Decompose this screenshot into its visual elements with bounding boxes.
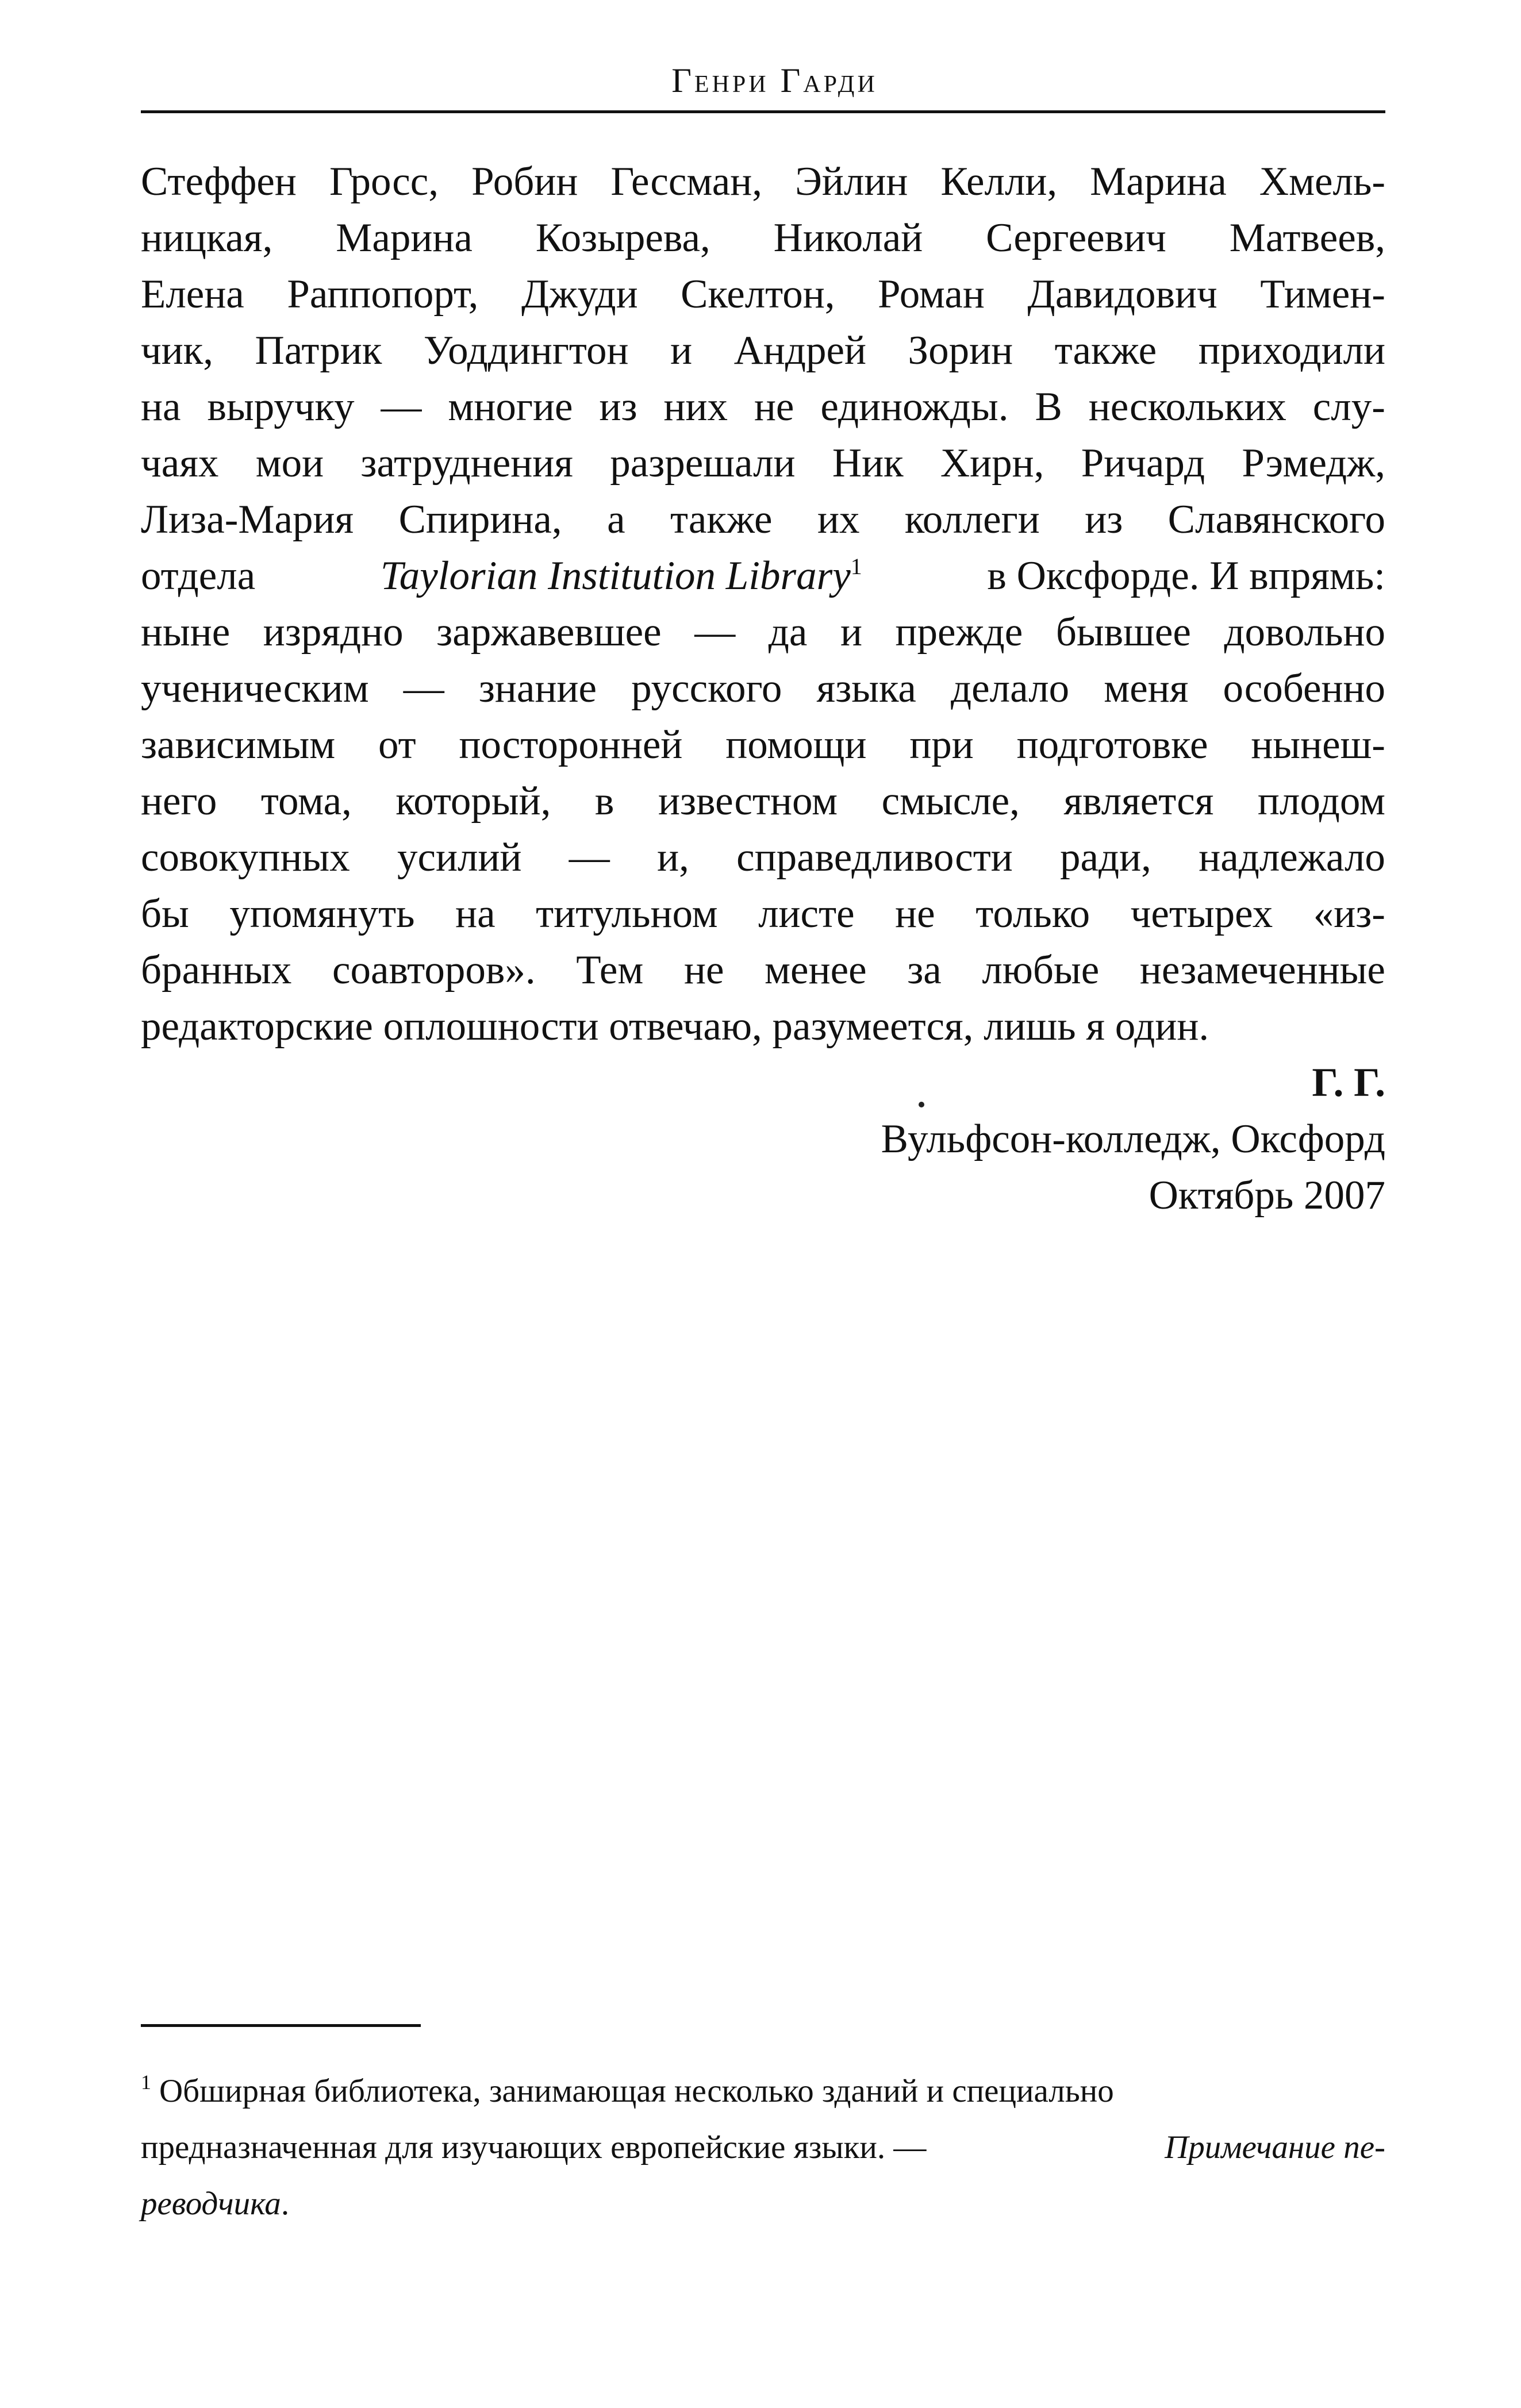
word: слу- bbox=[1312, 384, 1385, 429]
word: Марина bbox=[336, 216, 473, 260]
footnote-text: предназначенная для изучающих европейские языки. — bbox=[141, 2129, 927, 2165]
word: — bbox=[403, 666, 444, 711]
word: бы bbox=[141, 891, 189, 936]
word: затруднения bbox=[360, 441, 573, 486]
word: менее bbox=[765, 948, 867, 993]
word: Джуди bbox=[521, 272, 638, 317]
word: помощи bbox=[725, 722, 867, 767]
word: знание bbox=[478, 666, 597, 711]
word: единожды. bbox=[820, 384, 1009, 429]
word: совокупных bbox=[141, 835, 350, 880]
word: Скелтон, bbox=[681, 272, 835, 317]
word: меня bbox=[1104, 666, 1189, 711]
word: Уоддингтон bbox=[423, 328, 629, 373]
word: Хмель- bbox=[1259, 159, 1385, 204]
word: справедливости bbox=[736, 835, 1013, 880]
signature-block bbox=[141, 1055, 1385, 1224]
word: особенно bbox=[1223, 666, 1385, 711]
footnote-line bbox=[141, 2063, 1385, 2119]
signature-date: Октябрь 2007 bbox=[1149, 1173, 1385, 1218]
word: коллеги bbox=[904, 497, 1040, 542]
text-line bbox=[141, 491, 1385, 548]
word: Гросс, bbox=[329, 159, 439, 204]
word: «из- bbox=[1313, 891, 1385, 936]
footnote-first bbox=[141, 2063, 1114, 2119]
library-name bbox=[381, 548, 862, 604]
word: Эйлин bbox=[795, 159, 908, 204]
word: в bbox=[594, 779, 614, 824]
translator-note-end: реводчика bbox=[141, 2186, 281, 2222]
text-line bbox=[141, 604, 1385, 660]
word: Келли, bbox=[940, 159, 1058, 204]
text-line bbox=[141, 717, 1385, 773]
word: — bbox=[381, 384, 422, 429]
word: и, bbox=[657, 835, 689, 880]
word: языка bbox=[816, 666, 916, 711]
word: не bbox=[895, 891, 935, 936]
word: Хирн, bbox=[940, 441, 1044, 486]
word: соавторов». bbox=[332, 948, 536, 993]
word: делало bbox=[951, 666, 1070, 711]
word: Стеффен bbox=[141, 159, 297, 204]
word: Лиза-Мария bbox=[141, 497, 354, 542]
word: за bbox=[907, 948, 942, 993]
word: и bbox=[840, 610, 862, 655]
word: их bbox=[817, 497, 860, 542]
word: Патрик bbox=[255, 328, 382, 373]
word: зависимым bbox=[141, 722, 336, 767]
text-fragment: отдела bbox=[141, 553, 256, 598]
word: Спирина, bbox=[398, 497, 562, 542]
word: Андрей bbox=[733, 328, 866, 373]
text-line bbox=[141, 153, 1385, 210]
word: Сергеевич bbox=[986, 216, 1166, 260]
word: титульном bbox=[536, 891, 718, 936]
word: довольно bbox=[1224, 610, 1385, 655]
signature-initials: Г. Г. bbox=[1312, 1060, 1385, 1105]
word: не bbox=[754, 384, 794, 429]
word: незамеченные bbox=[1139, 948, 1385, 993]
word: — bbox=[694, 610, 736, 655]
word: Славянского bbox=[1167, 497, 1385, 542]
print-speck bbox=[919, 1102, 924, 1107]
word: бранных bbox=[141, 948, 292, 993]
word: посторонней bbox=[459, 722, 683, 767]
word: и bbox=[670, 328, 693, 373]
word: подготовке bbox=[1016, 722, 1208, 767]
word: — bbox=[569, 835, 610, 880]
text-line bbox=[141, 379, 1385, 435]
word: который, bbox=[395, 779, 551, 824]
word: Зорин bbox=[908, 328, 1013, 373]
footnote-line bbox=[141, 2176, 1385, 2232]
word: Рэмедж, bbox=[1242, 441, 1385, 486]
word: многие bbox=[448, 384, 573, 429]
word: на bbox=[141, 384, 181, 429]
word: Гессман, bbox=[610, 159, 763, 204]
word: листе bbox=[758, 891, 855, 936]
text-line bbox=[141, 210, 1385, 266]
word: мои bbox=[255, 441, 324, 486]
word: тома, bbox=[260, 779, 352, 824]
word: В bbox=[1035, 384, 1062, 429]
word: четырех bbox=[1130, 891, 1273, 936]
word: Ник bbox=[832, 441, 904, 486]
word: плодом bbox=[1257, 779, 1385, 824]
word: Тем bbox=[576, 948, 644, 993]
word: из bbox=[599, 384, 637, 429]
word: известном bbox=[658, 779, 838, 824]
word: а bbox=[607, 497, 625, 542]
text-line bbox=[141, 886, 1385, 942]
word: выручку bbox=[207, 384, 355, 429]
word: ныне bbox=[141, 610, 231, 655]
word: Марина bbox=[1090, 159, 1227, 204]
word: усилий bbox=[397, 835, 522, 880]
word: из bbox=[1085, 497, 1123, 542]
word: приходили bbox=[1198, 328, 1385, 373]
word: нынеш- bbox=[1251, 722, 1385, 767]
word: Давидович bbox=[1027, 272, 1217, 317]
word: не bbox=[683, 948, 724, 993]
word: Елена bbox=[141, 272, 244, 317]
word: Козырева, bbox=[535, 216, 710, 260]
text-line bbox=[141, 942, 1385, 998]
page bbox=[141, 57, 1385, 1224]
footnote-period: . bbox=[281, 2186, 290, 2222]
word: также bbox=[670, 497, 773, 542]
word: бывшее bbox=[1055, 610, 1191, 655]
word: при bbox=[909, 722, 974, 767]
text-fragment: в Оксфорде. И впрямь: bbox=[987, 553, 1385, 598]
footnote-line bbox=[141, 2119, 1385, 2176]
footnote-rule bbox=[141, 2024, 421, 2027]
word: Николай bbox=[773, 216, 923, 260]
word: ради, bbox=[1060, 835, 1151, 880]
text-line: редакторские оплошности отвечаю, разумеется, лишь я один. bbox=[141, 1004, 1209, 1049]
signature-place: Вульфсон-колледж, Оксфорд bbox=[881, 1117, 1385, 1161]
word: на bbox=[455, 891, 496, 936]
text-line bbox=[141, 548, 1385, 604]
word: Тимен- bbox=[1260, 272, 1385, 317]
text-line bbox=[141, 435, 1385, 491]
word: упомянуть bbox=[229, 891, 415, 936]
word: Роман bbox=[878, 272, 985, 317]
footnote-ref: 1 bbox=[850, 553, 862, 579]
word: смысле, bbox=[881, 779, 1020, 824]
word: русского bbox=[631, 666, 782, 711]
library-name-italic: Taylorian Institution Library bbox=[380, 553, 851, 598]
word: Матвеев, bbox=[1229, 216, 1385, 260]
footnote-number: 1 bbox=[141, 2071, 151, 2094]
body-paragraph bbox=[141, 153, 1385, 1055]
word: только bbox=[975, 891, 1090, 936]
word: надлежало bbox=[1199, 835, 1385, 880]
word: нескольких bbox=[1088, 384, 1286, 429]
word: Робин bbox=[471, 159, 578, 204]
footnote-text: Обширная библиотека, занимающая несколько зданий и специально bbox=[159, 2073, 1114, 2109]
word: да bbox=[768, 610, 808, 655]
footnote bbox=[141, 2063, 1385, 2232]
word: изрядно bbox=[263, 610, 404, 655]
text-line bbox=[141, 660, 1385, 717]
word: чаях bbox=[141, 441, 219, 486]
word: также bbox=[1054, 328, 1157, 373]
word: заржавевшее bbox=[436, 610, 662, 655]
word: них bbox=[663, 384, 728, 429]
footnote-end bbox=[141, 2176, 289, 2232]
word: разрешали bbox=[610, 441, 796, 486]
word: Ричард bbox=[1081, 441, 1205, 486]
word: ученическим bbox=[141, 666, 369, 711]
word: чик, bbox=[141, 328, 213, 373]
word: любые bbox=[982, 948, 1100, 993]
word: прежде bbox=[895, 610, 1023, 655]
text-line bbox=[141, 322, 1385, 379]
text-line bbox=[141, 773, 1385, 829]
word: него bbox=[141, 779, 217, 824]
text-line bbox=[141, 266, 1385, 322]
word: ницкая, bbox=[141, 216, 273, 260]
header-rule bbox=[141, 110, 1385, 113]
translator-note: Примечание пе- bbox=[1165, 2129, 1385, 2165]
word: Раппопорт, bbox=[287, 272, 479, 317]
word: от bbox=[378, 722, 416, 767]
running-head: Генри Гарди bbox=[671, 61, 878, 99]
word: является bbox=[1063, 779, 1214, 824]
text-line bbox=[141, 829, 1385, 886]
